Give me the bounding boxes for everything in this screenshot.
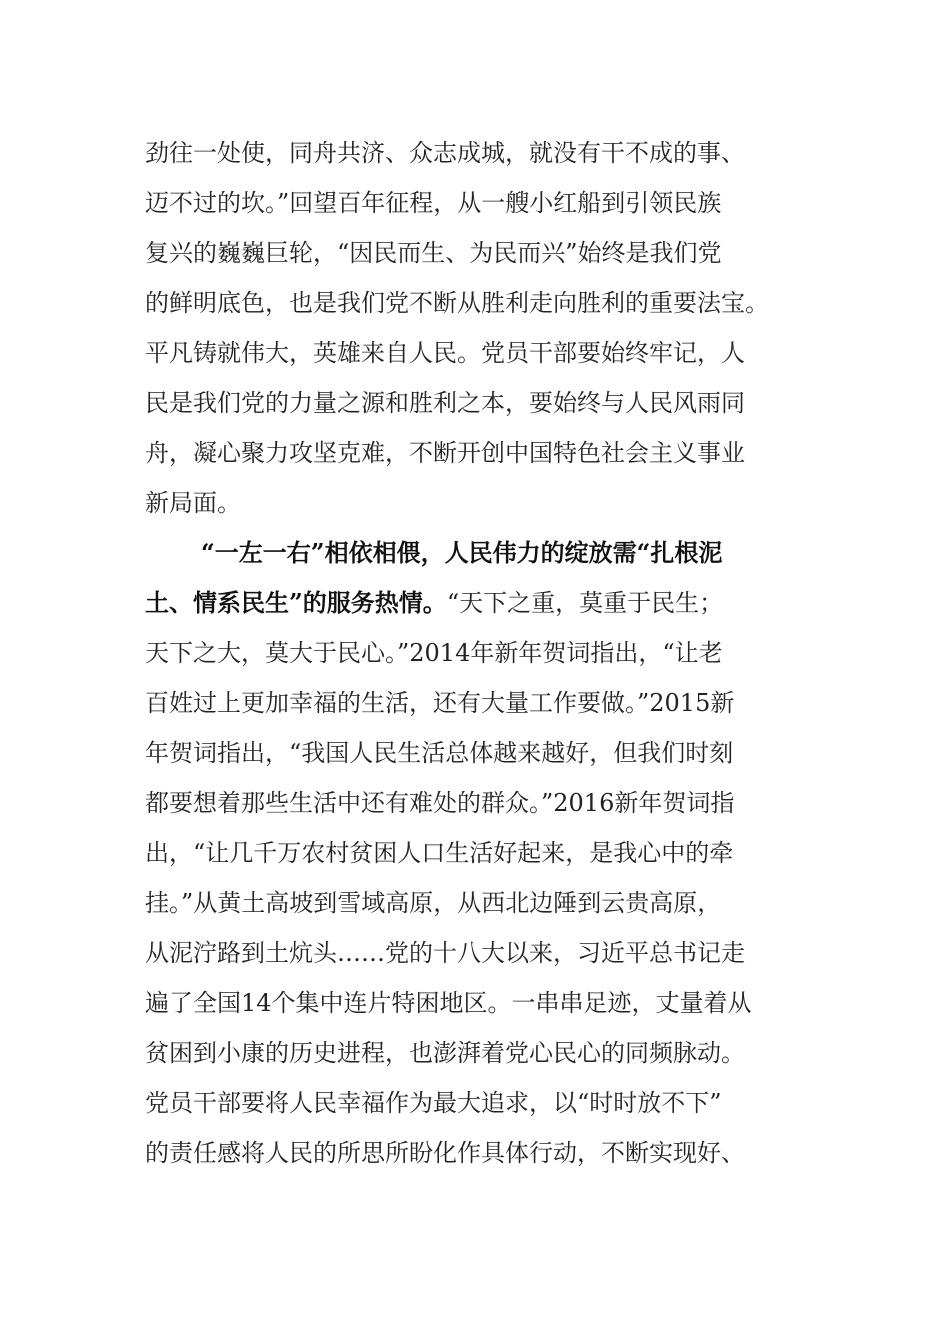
paragraph-line: 贫困到小康的历史进程，也澎湃着党心民心的同频脉动。 [145,1039,745,1067]
paragraph-line: 劲往一处使，同舟共济、众志成城，就没有干不成的事、 [145,139,745,167]
paragraph-text: “天下之重，莫重于民生； [446,589,724,617]
paragraph-line [145,578,795,628]
document-body [145,128,795,1178]
paragraph-line: 民是我们党的力量之源和胜利之本，要始终与人民风雨同 [145,389,745,417]
paragraph-line: 新局面。 [145,489,241,517]
paragraph-line: 的责任感将人民的所思所盼化作具体行动，不断实现好、 [145,1139,745,1167]
paragraph-line: 挂。”从黄土高坡到雪域高原，从西北边陲到云贵高原， [145,889,722,917]
paragraph-line: 党员干部要将人民幸福作为最大追求，以“时时放不下” [145,1089,722,1117]
paragraph-line: 复兴的巍巍巨轮，“因民而生、为民而兴”始终是我们党 [145,239,722,267]
paragraph-line: 都要想着那些生活中还有难处的群众。”2016新年贺词指 [145,789,735,817]
paragraph-line: 平凡铸就伟大，英雄来自人民。党员干部要始终牢记，人 [145,339,745,367]
section-heading-line: “一左一右”相依相偎，人民伟力的绽放需“扎根泥 [201,538,723,567]
paragraph-line: 年贺词指出，“我国人民生活总体越来越好，但我们时刻 [145,739,734,767]
paragraph-line: 遍了全国14个集中连片特困地区。一串串足迹，丈量着从 [145,989,752,1017]
paragraph-line: 从泥泞路到土炕头……党的十八大以来，习近平总书记走 [145,939,745,967]
section-heading-tail: 土、情系民生”的服务热情。 [145,588,447,617]
paragraph-line: 的鲜明底色，也是我们党不断从胜利走向胜利的重要法宝。 [145,289,769,317]
paragraph-line: 舟，凝心聚力攻坚克难，不断开创中国特色社会主义事业 [145,439,745,467]
paragraph-line: 出，“让几千万农村贫困人口生活好起来，是我心中的牵 [145,839,734,867]
paragraph-line: 天下之大，莫大于民心。”2014年新年贺词指出，“让老 [145,639,723,667]
paragraph-line: 百姓过上更加幸福的生活，还有大量工作要做。”2015新 [145,689,735,717]
paragraph-line: 迈不过的坎。”回望百年征程，从一艘小红船到引领民族 [145,189,722,217]
